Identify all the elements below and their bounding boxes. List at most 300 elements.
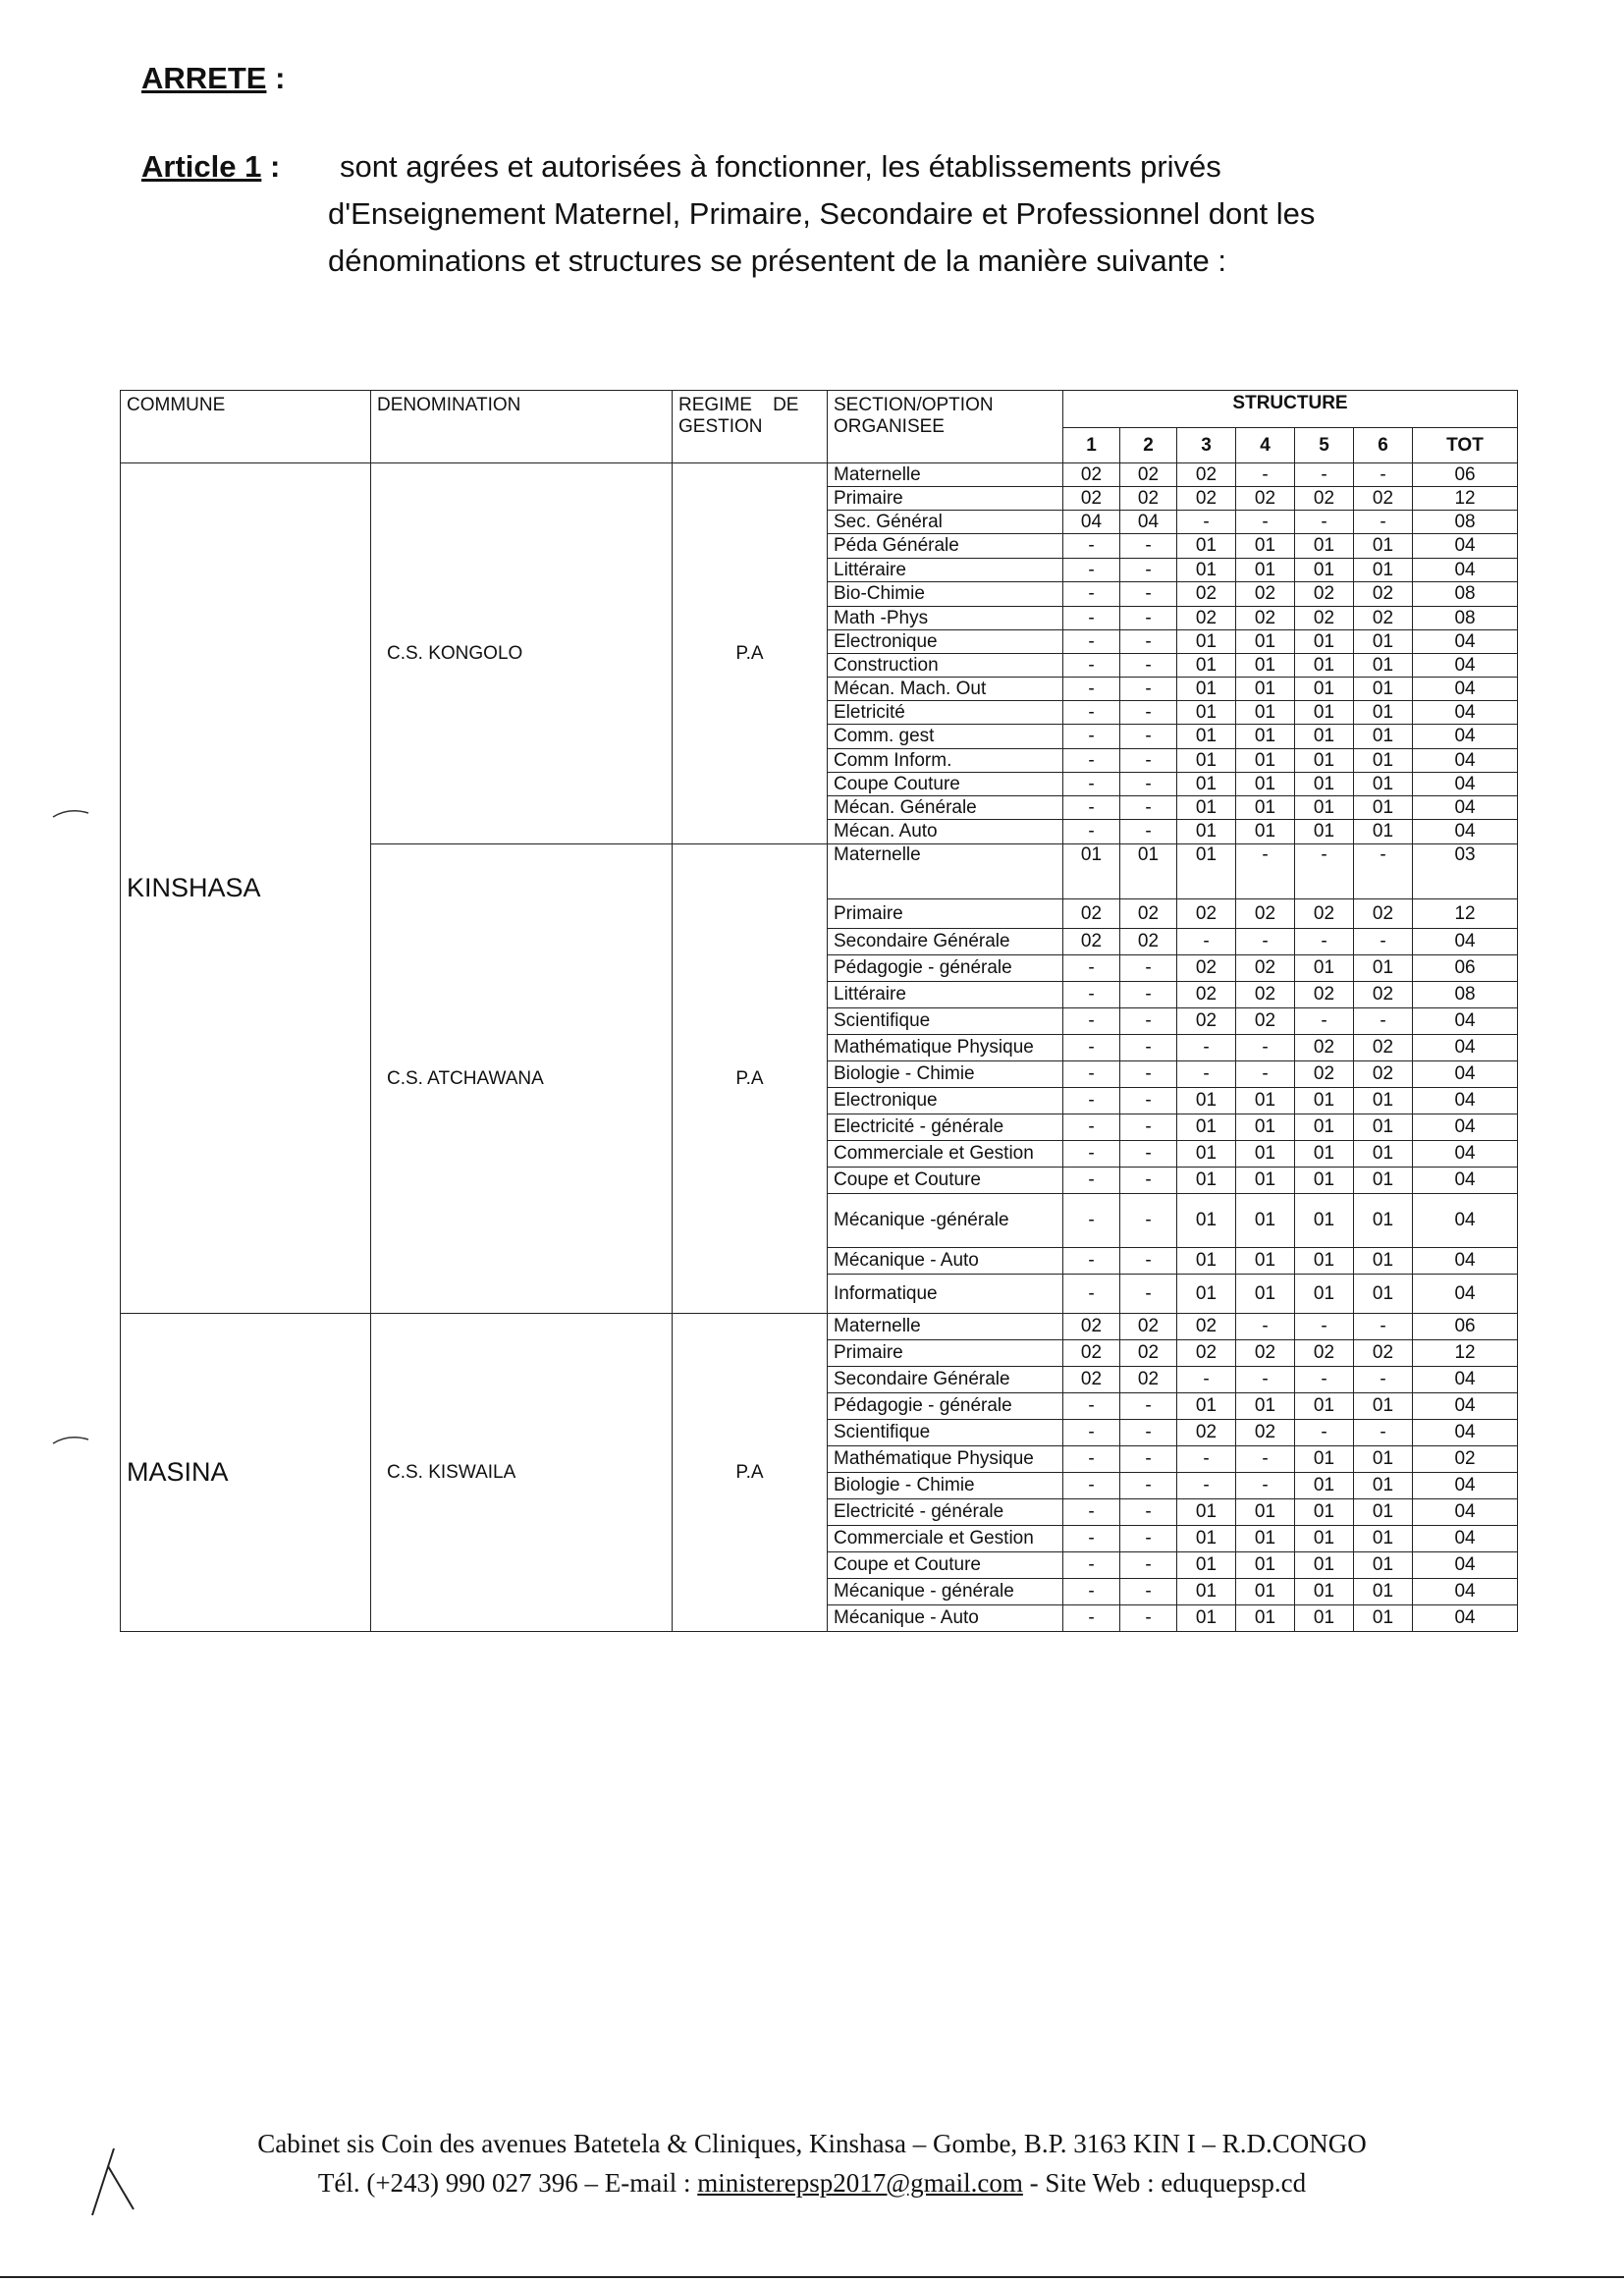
structure-value-2: 02 bbox=[1120, 463, 1177, 487]
section-option: Electricité - générale bbox=[828, 1114, 1063, 1141]
structure-total: 04 bbox=[1413, 1579, 1518, 1605]
structure-value-5: 01 bbox=[1295, 1168, 1354, 1194]
structure-value-5: 01 bbox=[1295, 1446, 1354, 1473]
structure-value-3: 01 bbox=[1177, 1605, 1236, 1632]
structure-value-2: 02 bbox=[1120, 899, 1177, 929]
structure-value-6: 01 bbox=[1354, 820, 1413, 844]
header-regime-line1: REGIME DE bbox=[678, 395, 799, 415]
structure-value-4: - bbox=[1236, 844, 1295, 899]
structure-value-4: 02 bbox=[1236, 899, 1295, 929]
structure-value-3: 01 bbox=[1177, 1526, 1236, 1552]
structure-value-5: 01 bbox=[1295, 820, 1354, 844]
article-line-1: sont agrées et autorisées à fonctionner, les établissements privés bbox=[340, 149, 1221, 184]
section-option: Commerciale et Gestion bbox=[828, 1141, 1063, 1168]
structure-value-1: - bbox=[1063, 701, 1120, 725]
structure-value-2: - bbox=[1120, 607, 1177, 630]
structure-value-2: - bbox=[1120, 654, 1177, 678]
structure-total: 06 bbox=[1413, 955, 1518, 982]
structure-value-5: 01 bbox=[1295, 654, 1354, 678]
structure-value-1: 02 bbox=[1063, 929, 1120, 955]
page-heading bbox=[141, 61, 285, 96]
structure-value-1: - bbox=[1063, 1061, 1120, 1088]
article-label: Article 1 bbox=[141, 149, 262, 184]
structure-value-5: - bbox=[1295, 844, 1354, 899]
structure-value-6: 01 bbox=[1354, 701, 1413, 725]
structure-total: 08 bbox=[1413, 511, 1518, 534]
structure-value-3: - bbox=[1177, 1473, 1236, 1499]
structure-value-2: - bbox=[1120, 1248, 1177, 1275]
structure-value-1: - bbox=[1063, 1248, 1120, 1275]
structure-value-6: 01 bbox=[1354, 678, 1413, 701]
structure-value-6: 02 bbox=[1354, 1035, 1413, 1061]
structure-value-5: 01 bbox=[1295, 749, 1354, 773]
structure-value-2: - bbox=[1120, 1393, 1177, 1420]
structure-value-2: - bbox=[1120, 1088, 1177, 1114]
structure-value-5: 01 bbox=[1295, 725, 1354, 749]
structure-total: 04 bbox=[1413, 1552, 1518, 1579]
structure-value-1: - bbox=[1063, 607, 1120, 630]
structure-value-5: 01 bbox=[1295, 1393, 1354, 1420]
structure-value-4: 01 bbox=[1236, 1194, 1295, 1248]
structure-value-4: 02 bbox=[1236, 582, 1295, 607]
structure-value-1: - bbox=[1063, 678, 1120, 701]
section-option: Pédagogie - générale bbox=[828, 955, 1063, 982]
structure-value-6: 02 bbox=[1354, 487, 1413, 511]
section-option: Littéraire bbox=[828, 982, 1063, 1008]
structure-value-1: - bbox=[1063, 1114, 1120, 1141]
structure-value-4: 01 bbox=[1236, 1579, 1295, 1605]
structure-value-5: 01 bbox=[1295, 1499, 1354, 1526]
table-row bbox=[121, 1314, 1518, 1340]
structure-value-5: - bbox=[1295, 1420, 1354, 1446]
section-option: Commerciale et Gestion bbox=[828, 1526, 1063, 1552]
school-name: C.S. ATCHAWANA bbox=[371, 844, 673, 1314]
structure-total: 04 bbox=[1413, 796, 1518, 820]
article-line-2: d'Enseignement Maternel, Primaire, Secondaire et Professionnel dont les bbox=[328, 196, 1316, 231]
structure-value-4: 02 bbox=[1236, 1008, 1295, 1035]
structure-value-5: 02 bbox=[1295, 1340, 1354, 1367]
structure-value-3: 02 bbox=[1177, 463, 1236, 487]
header-col-1: 1 bbox=[1063, 428, 1120, 463]
structure-value-6: 01 bbox=[1354, 773, 1413, 796]
section-option: Comm Inform. bbox=[828, 749, 1063, 773]
structure-total: 04 bbox=[1413, 654, 1518, 678]
section-option: Electronique bbox=[828, 630, 1063, 654]
structure-value-1: - bbox=[1063, 1526, 1120, 1552]
structure-value-3: 01 bbox=[1177, 820, 1236, 844]
structure-value-6: 01 bbox=[1354, 1248, 1413, 1275]
structure-value-2: - bbox=[1120, 1035, 1177, 1061]
section-option: Secondaire Générale bbox=[828, 929, 1063, 955]
footer-email-link[interactable]: ministerepsp2017@gmail.com bbox=[697, 2168, 1023, 2198]
structure-value-6: 01 bbox=[1354, 1473, 1413, 1499]
school-regime: P.A bbox=[673, 844, 828, 1314]
structure-value-1: - bbox=[1063, 773, 1120, 796]
structure-value-2: - bbox=[1120, 796, 1177, 820]
section-option: Pédagogie - générale bbox=[828, 1393, 1063, 1420]
section-option: Maternelle bbox=[828, 1314, 1063, 1340]
section-option: Bio-Chimie bbox=[828, 582, 1063, 607]
structure-value-6: 01 bbox=[1354, 1605, 1413, 1632]
structure-value-3: 01 bbox=[1177, 725, 1236, 749]
structure-value-5: - bbox=[1295, 1314, 1354, 1340]
structure-value-5: 01 bbox=[1295, 1605, 1354, 1632]
section-option: Primaire bbox=[828, 899, 1063, 929]
structure-value-1: - bbox=[1063, 1088, 1120, 1114]
structure-value-4: 01 bbox=[1236, 1552, 1295, 1579]
structure-value-4: - bbox=[1236, 1314, 1295, 1340]
structure-value-5: 01 bbox=[1295, 1275, 1354, 1314]
structure-total: 06 bbox=[1413, 1314, 1518, 1340]
section-option: Littéraire bbox=[828, 559, 1063, 582]
structure-value-5: 01 bbox=[1295, 773, 1354, 796]
structure-value-3: 01 bbox=[1177, 701, 1236, 725]
commune-cell bbox=[121, 463, 371, 1314]
structure-value-1: 01 bbox=[1063, 844, 1120, 899]
structure-value-4: 01 bbox=[1236, 796, 1295, 820]
structure-total: 04 bbox=[1413, 1141, 1518, 1168]
structure-value-6: 01 bbox=[1354, 1393, 1413, 1420]
structure-value-3: 01 bbox=[1177, 1393, 1236, 1420]
structure-value-3: 02 bbox=[1177, 1314, 1236, 1340]
structure-value-4: - bbox=[1236, 1446, 1295, 1473]
structure-total: 08 bbox=[1413, 607, 1518, 630]
structure-value-5: - bbox=[1295, 1008, 1354, 1035]
structure-value-3: 02 bbox=[1177, 1420, 1236, 1446]
structure-value-2: 02 bbox=[1120, 1340, 1177, 1367]
structure-value-2: 02 bbox=[1120, 487, 1177, 511]
structure-value-2: - bbox=[1120, 678, 1177, 701]
structure-value-6: - bbox=[1354, 1420, 1413, 1446]
structure-value-4: 01 bbox=[1236, 773, 1295, 796]
structure-value-5: 02 bbox=[1295, 899, 1354, 929]
structure-value-1: - bbox=[1063, 1035, 1120, 1061]
header-col-4: 4 bbox=[1236, 428, 1295, 463]
structure-value-4: 02 bbox=[1236, 1340, 1295, 1367]
structure-value-2: - bbox=[1120, 1473, 1177, 1499]
structure-value-4: 02 bbox=[1236, 1420, 1295, 1446]
structure-value-6: - bbox=[1354, 511, 1413, 534]
structure-value-2: - bbox=[1120, 701, 1177, 725]
structure-total: 12 bbox=[1413, 1340, 1518, 1367]
structure-value-6: 01 bbox=[1354, 749, 1413, 773]
section-option: Mécanique - générale bbox=[828, 1579, 1063, 1605]
structure-value-6: 01 bbox=[1354, 630, 1413, 654]
structure-value-2: - bbox=[1120, 1420, 1177, 1446]
structure-value-6: - bbox=[1354, 1008, 1413, 1035]
section-option: Mécan. Mach. Out bbox=[828, 678, 1063, 701]
footer-contact bbox=[0, 2168, 1624, 2199]
structure-value-4: 01 bbox=[1236, 534, 1295, 559]
table-header-row-1 bbox=[121, 391, 1518, 428]
structure-value-3: - bbox=[1177, 511, 1236, 534]
structure-value-3: 01 bbox=[1177, 1168, 1236, 1194]
header-col-2: 2 bbox=[1120, 428, 1177, 463]
structure-value-1: - bbox=[1063, 559, 1120, 582]
structure-value-1: - bbox=[1063, 1420, 1120, 1446]
section-option: Electricité - générale bbox=[828, 1499, 1063, 1526]
structure-value-3: 02 bbox=[1177, 982, 1236, 1008]
structure-value-3: 02 bbox=[1177, 607, 1236, 630]
structure-value-4: - bbox=[1236, 1061, 1295, 1088]
structure-total: 12 bbox=[1413, 487, 1518, 511]
structure-value-3: 01 bbox=[1177, 1552, 1236, 1579]
bottom-rule bbox=[0, 2276, 1624, 2278]
structure-value-6: 01 bbox=[1354, 1526, 1413, 1552]
structure-value-3: 01 bbox=[1177, 796, 1236, 820]
structure-value-1: - bbox=[1063, 955, 1120, 982]
section-option: Mécanique -générale bbox=[828, 1194, 1063, 1248]
structure-value-6: 01 bbox=[1354, 534, 1413, 559]
structure-value-4: 01 bbox=[1236, 749, 1295, 773]
structure-value-4: 01 bbox=[1236, 1275, 1295, 1314]
header-section-line2: ORGANISEE bbox=[834, 416, 945, 437]
structure-value-3: 01 bbox=[1177, 559, 1236, 582]
header-col-5: 5 bbox=[1295, 428, 1354, 463]
structure-value-4: 01 bbox=[1236, 725, 1295, 749]
structure-value-2: - bbox=[1120, 582, 1177, 607]
heading-colon: : bbox=[266, 61, 286, 95]
structure-value-4: - bbox=[1236, 463, 1295, 487]
structure-total: 04 bbox=[1413, 678, 1518, 701]
structure-total: 04 bbox=[1413, 1194, 1518, 1248]
structure-value-1: - bbox=[1063, 1499, 1120, 1526]
structure-value-1: - bbox=[1063, 749, 1120, 773]
section-option: Mécanique - Auto bbox=[828, 1248, 1063, 1275]
structure-total: 04 bbox=[1413, 1248, 1518, 1275]
structure-value-3: 01 bbox=[1177, 534, 1236, 559]
structure-value-4: 01 bbox=[1236, 1088, 1295, 1114]
heading-title: ARRETE bbox=[141, 61, 267, 95]
structure-value-4: 01 bbox=[1236, 1605, 1295, 1632]
structure-value-5: 02 bbox=[1295, 487, 1354, 511]
article-line-3: dénominations et structures se présentent de la manière suivante : bbox=[328, 244, 1227, 278]
structure-value-2: - bbox=[1120, 725, 1177, 749]
structure-value-3: - bbox=[1177, 1061, 1236, 1088]
section-option: Sec. Général bbox=[828, 511, 1063, 534]
structure-value-1: - bbox=[1063, 1579, 1120, 1605]
structure-value-1: 02 bbox=[1063, 1340, 1120, 1367]
structure-total: 04 bbox=[1413, 1605, 1518, 1632]
structure-value-1: - bbox=[1063, 582, 1120, 607]
school-regime: P.A bbox=[673, 463, 828, 844]
section-option: Péda Générale bbox=[828, 534, 1063, 559]
structure-value-3: 02 bbox=[1177, 899, 1236, 929]
structure-value-5: 01 bbox=[1295, 1141, 1354, 1168]
structure-value-5: 01 bbox=[1295, 1526, 1354, 1552]
structure-value-5: 01 bbox=[1295, 630, 1354, 654]
section-option: Biologie - Chimie bbox=[828, 1061, 1063, 1088]
structure-value-1: - bbox=[1063, 1552, 1120, 1579]
structure-value-2: 02 bbox=[1120, 1314, 1177, 1340]
header-regime bbox=[673, 391, 828, 463]
structure-total: 04 bbox=[1413, 534, 1518, 559]
structure-total: 04 bbox=[1413, 1088, 1518, 1114]
structure-value-3: - bbox=[1177, 929, 1236, 955]
section-option: Mathématique Physique bbox=[828, 1446, 1063, 1473]
structure-value-3: 01 bbox=[1177, 773, 1236, 796]
section-option: Comm. gest bbox=[828, 725, 1063, 749]
structure-value-4: - bbox=[1236, 929, 1295, 955]
structure-value-1: 02 bbox=[1063, 1367, 1120, 1393]
structure-value-3: 02 bbox=[1177, 1340, 1236, 1367]
structure-value-6: 01 bbox=[1354, 1579, 1413, 1605]
header-regime-line2: GESTION bbox=[678, 416, 763, 437]
structure-value-4: 01 bbox=[1236, 678, 1295, 701]
structure-value-2: - bbox=[1120, 1275, 1177, 1314]
structure-value-5: 01 bbox=[1295, 678, 1354, 701]
section-option: Secondaire Générale bbox=[828, 1367, 1063, 1393]
structure-total: 08 bbox=[1413, 582, 1518, 607]
structure-value-3: 01 bbox=[1177, 1141, 1236, 1168]
section-option: Electronique bbox=[828, 1088, 1063, 1114]
structure-value-2: - bbox=[1120, 630, 1177, 654]
section-option: Primaire bbox=[828, 487, 1063, 511]
structure-value-6: 02 bbox=[1354, 582, 1413, 607]
structure-value-3: 01 bbox=[1177, 1088, 1236, 1114]
structure-value-2: - bbox=[1120, 1605, 1177, 1632]
structure-value-3: 01 bbox=[1177, 630, 1236, 654]
structure-total: 02 bbox=[1413, 1446, 1518, 1473]
structure-value-6: 01 bbox=[1354, 1499, 1413, 1526]
structure-value-5: - bbox=[1295, 511, 1354, 534]
structure-total: 04 bbox=[1413, 1275, 1518, 1314]
section-option: Scientifique bbox=[828, 1420, 1063, 1446]
structure-total: 04 bbox=[1413, 1008, 1518, 1035]
structure-value-6: 01 bbox=[1354, 796, 1413, 820]
structure-value-6: 01 bbox=[1354, 559, 1413, 582]
article-body bbox=[328, 143, 1477, 285]
structure-value-4: - bbox=[1236, 1035, 1295, 1061]
section-option: Mathématique Physique bbox=[828, 1035, 1063, 1061]
structure-value-6: 02 bbox=[1354, 1061, 1413, 1088]
structure-value-2: - bbox=[1120, 559, 1177, 582]
structure-value-5: 01 bbox=[1295, 1248, 1354, 1275]
structure-value-1: - bbox=[1063, 820, 1120, 844]
section-option: Math -Phys bbox=[828, 607, 1063, 630]
structure-value-4: 01 bbox=[1236, 1168, 1295, 1194]
structure-value-1: - bbox=[1063, 725, 1120, 749]
structure-value-1: - bbox=[1063, 630, 1120, 654]
header-col-6: 6 bbox=[1354, 428, 1413, 463]
article-colon: : bbox=[261, 149, 281, 184]
structure-value-6: 01 bbox=[1354, 955, 1413, 982]
structure-value-5: 01 bbox=[1295, 1579, 1354, 1605]
structure-value-6: - bbox=[1354, 844, 1413, 899]
structure-total: 04 bbox=[1413, 559, 1518, 582]
structure-value-4: 02 bbox=[1236, 982, 1295, 1008]
school-name: C.S. KONGOLO bbox=[371, 463, 673, 844]
school-name: C.S. KISWAILA bbox=[371, 1314, 673, 1632]
structure-value-4: - bbox=[1236, 511, 1295, 534]
structure-value-5: 01 bbox=[1295, 1194, 1354, 1248]
structure-value-3: 01 bbox=[1177, 1114, 1236, 1141]
structure-total: 04 bbox=[1413, 1393, 1518, 1420]
structure-value-6: 01 bbox=[1354, 1141, 1413, 1168]
table-row bbox=[121, 463, 1518, 487]
structure-value-4: 01 bbox=[1236, 1499, 1295, 1526]
structure-value-5: 02 bbox=[1295, 582, 1354, 607]
structure-value-5: 01 bbox=[1295, 1088, 1354, 1114]
structure-value-4: 01 bbox=[1236, 654, 1295, 678]
structure-value-5: - bbox=[1295, 463, 1354, 487]
structure-value-1: 02 bbox=[1063, 1314, 1120, 1340]
structure-value-5: - bbox=[1295, 1367, 1354, 1393]
structure-value-3: 01 bbox=[1177, 1248, 1236, 1275]
structure-value-4: 01 bbox=[1236, 1248, 1295, 1275]
structure-value-6: - bbox=[1354, 463, 1413, 487]
commune-name: KINSHASA bbox=[127, 873, 261, 902]
structure-value-2: - bbox=[1120, 1526, 1177, 1552]
structure-value-4: 01 bbox=[1236, 1393, 1295, 1420]
structure-value-1: - bbox=[1063, 1008, 1120, 1035]
structure-value-3: 01 bbox=[1177, 678, 1236, 701]
structure-total: 12 bbox=[1413, 899, 1518, 929]
section-option: Coupe et Couture bbox=[828, 1552, 1063, 1579]
structure-value-5: - bbox=[1295, 929, 1354, 955]
structure-value-3: 01 bbox=[1177, 1275, 1236, 1314]
structure-value-4: 01 bbox=[1236, 630, 1295, 654]
structure-value-3: 01 bbox=[1177, 1194, 1236, 1248]
header-col-tot: TOT bbox=[1413, 428, 1518, 463]
structure-value-2: - bbox=[1120, 1499, 1177, 1526]
structure-total: 06 bbox=[1413, 463, 1518, 487]
structure-value-2: - bbox=[1120, 982, 1177, 1008]
section-option: Maternelle bbox=[828, 463, 1063, 487]
structure-value-2: 02 bbox=[1120, 1367, 1177, 1393]
article-label-wrap bbox=[141, 143, 280, 190]
structure-value-2: - bbox=[1120, 1552, 1177, 1579]
structure-total: 04 bbox=[1413, 1035, 1518, 1061]
structure-value-6: 02 bbox=[1354, 1340, 1413, 1367]
section-option: Biologie - Chimie bbox=[828, 1473, 1063, 1499]
section-option: Coupe et Couture bbox=[828, 1168, 1063, 1194]
structure-total: 04 bbox=[1413, 725, 1518, 749]
structure-value-1: - bbox=[1063, 1605, 1120, 1632]
margin-mark-icon bbox=[51, 1434, 90, 1445]
structure-value-2: 04 bbox=[1120, 511, 1177, 534]
section-option: Mécan. Générale bbox=[828, 796, 1063, 820]
structure-value-2: - bbox=[1120, 1446, 1177, 1473]
structure-value-5: 01 bbox=[1295, 955, 1354, 982]
structure-value-1: - bbox=[1063, 796, 1120, 820]
structure-value-3: - bbox=[1177, 1035, 1236, 1061]
structure-value-3: - bbox=[1177, 1367, 1236, 1393]
header-col-3: 3 bbox=[1177, 428, 1236, 463]
structure-value-1: - bbox=[1063, 534, 1120, 559]
structure-value-4: 02 bbox=[1236, 955, 1295, 982]
structure-value-2: 01 bbox=[1120, 844, 1177, 899]
structure-value-2: - bbox=[1120, 1141, 1177, 1168]
header-structure: STRUCTURE bbox=[1063, 391, 1518, 428]
structure-total: 04 bbox=[1413, 1420, 1518, 1446]
structure-value-2: - bbox=[1120, 1114, 1177, 1141]
structure-value-2: - bbox=[1120, 1579, 1177, 1605]
structure-total: 04 bbox=[1413, 1499, 1518, 1526]
structure-total: 04 bbox=[1413, 630, 1518, 654]
structure-total: 08 bbox=[1413, 982, 1518, 1008]
footer-address: Cabinet sis Coin des avenues Batetela & Cliniques, Kinshasa – Gombe, B.P. 3163 KIN I – R.D.CONGO bbox=[257, 2129, 1367, 2158]
section-option: Primaire bbox=[828, 1340, 1063, 1367]
structure-value-4: 01 bbox=[1236, 1526, 1295, 1552]
structure-total: 04 bbox=[1413, 701, 1518, 725]
structure-value-2: - bbox=[1120, 1061, 1177, 1088]
structure-value-3: 02 bbox=[1177, 955, 1236, 982]
structure-value-5: 02 bbox=[1295, 1035, 1354, 1061]
margin-mark-icon bbox=[51, 807, 90, 819]
structure-value-1: 02 bbox=[1063, 463, 1120, 487]
structure-value-5: 02 bbox=[1295, 607, 1354, 630]
